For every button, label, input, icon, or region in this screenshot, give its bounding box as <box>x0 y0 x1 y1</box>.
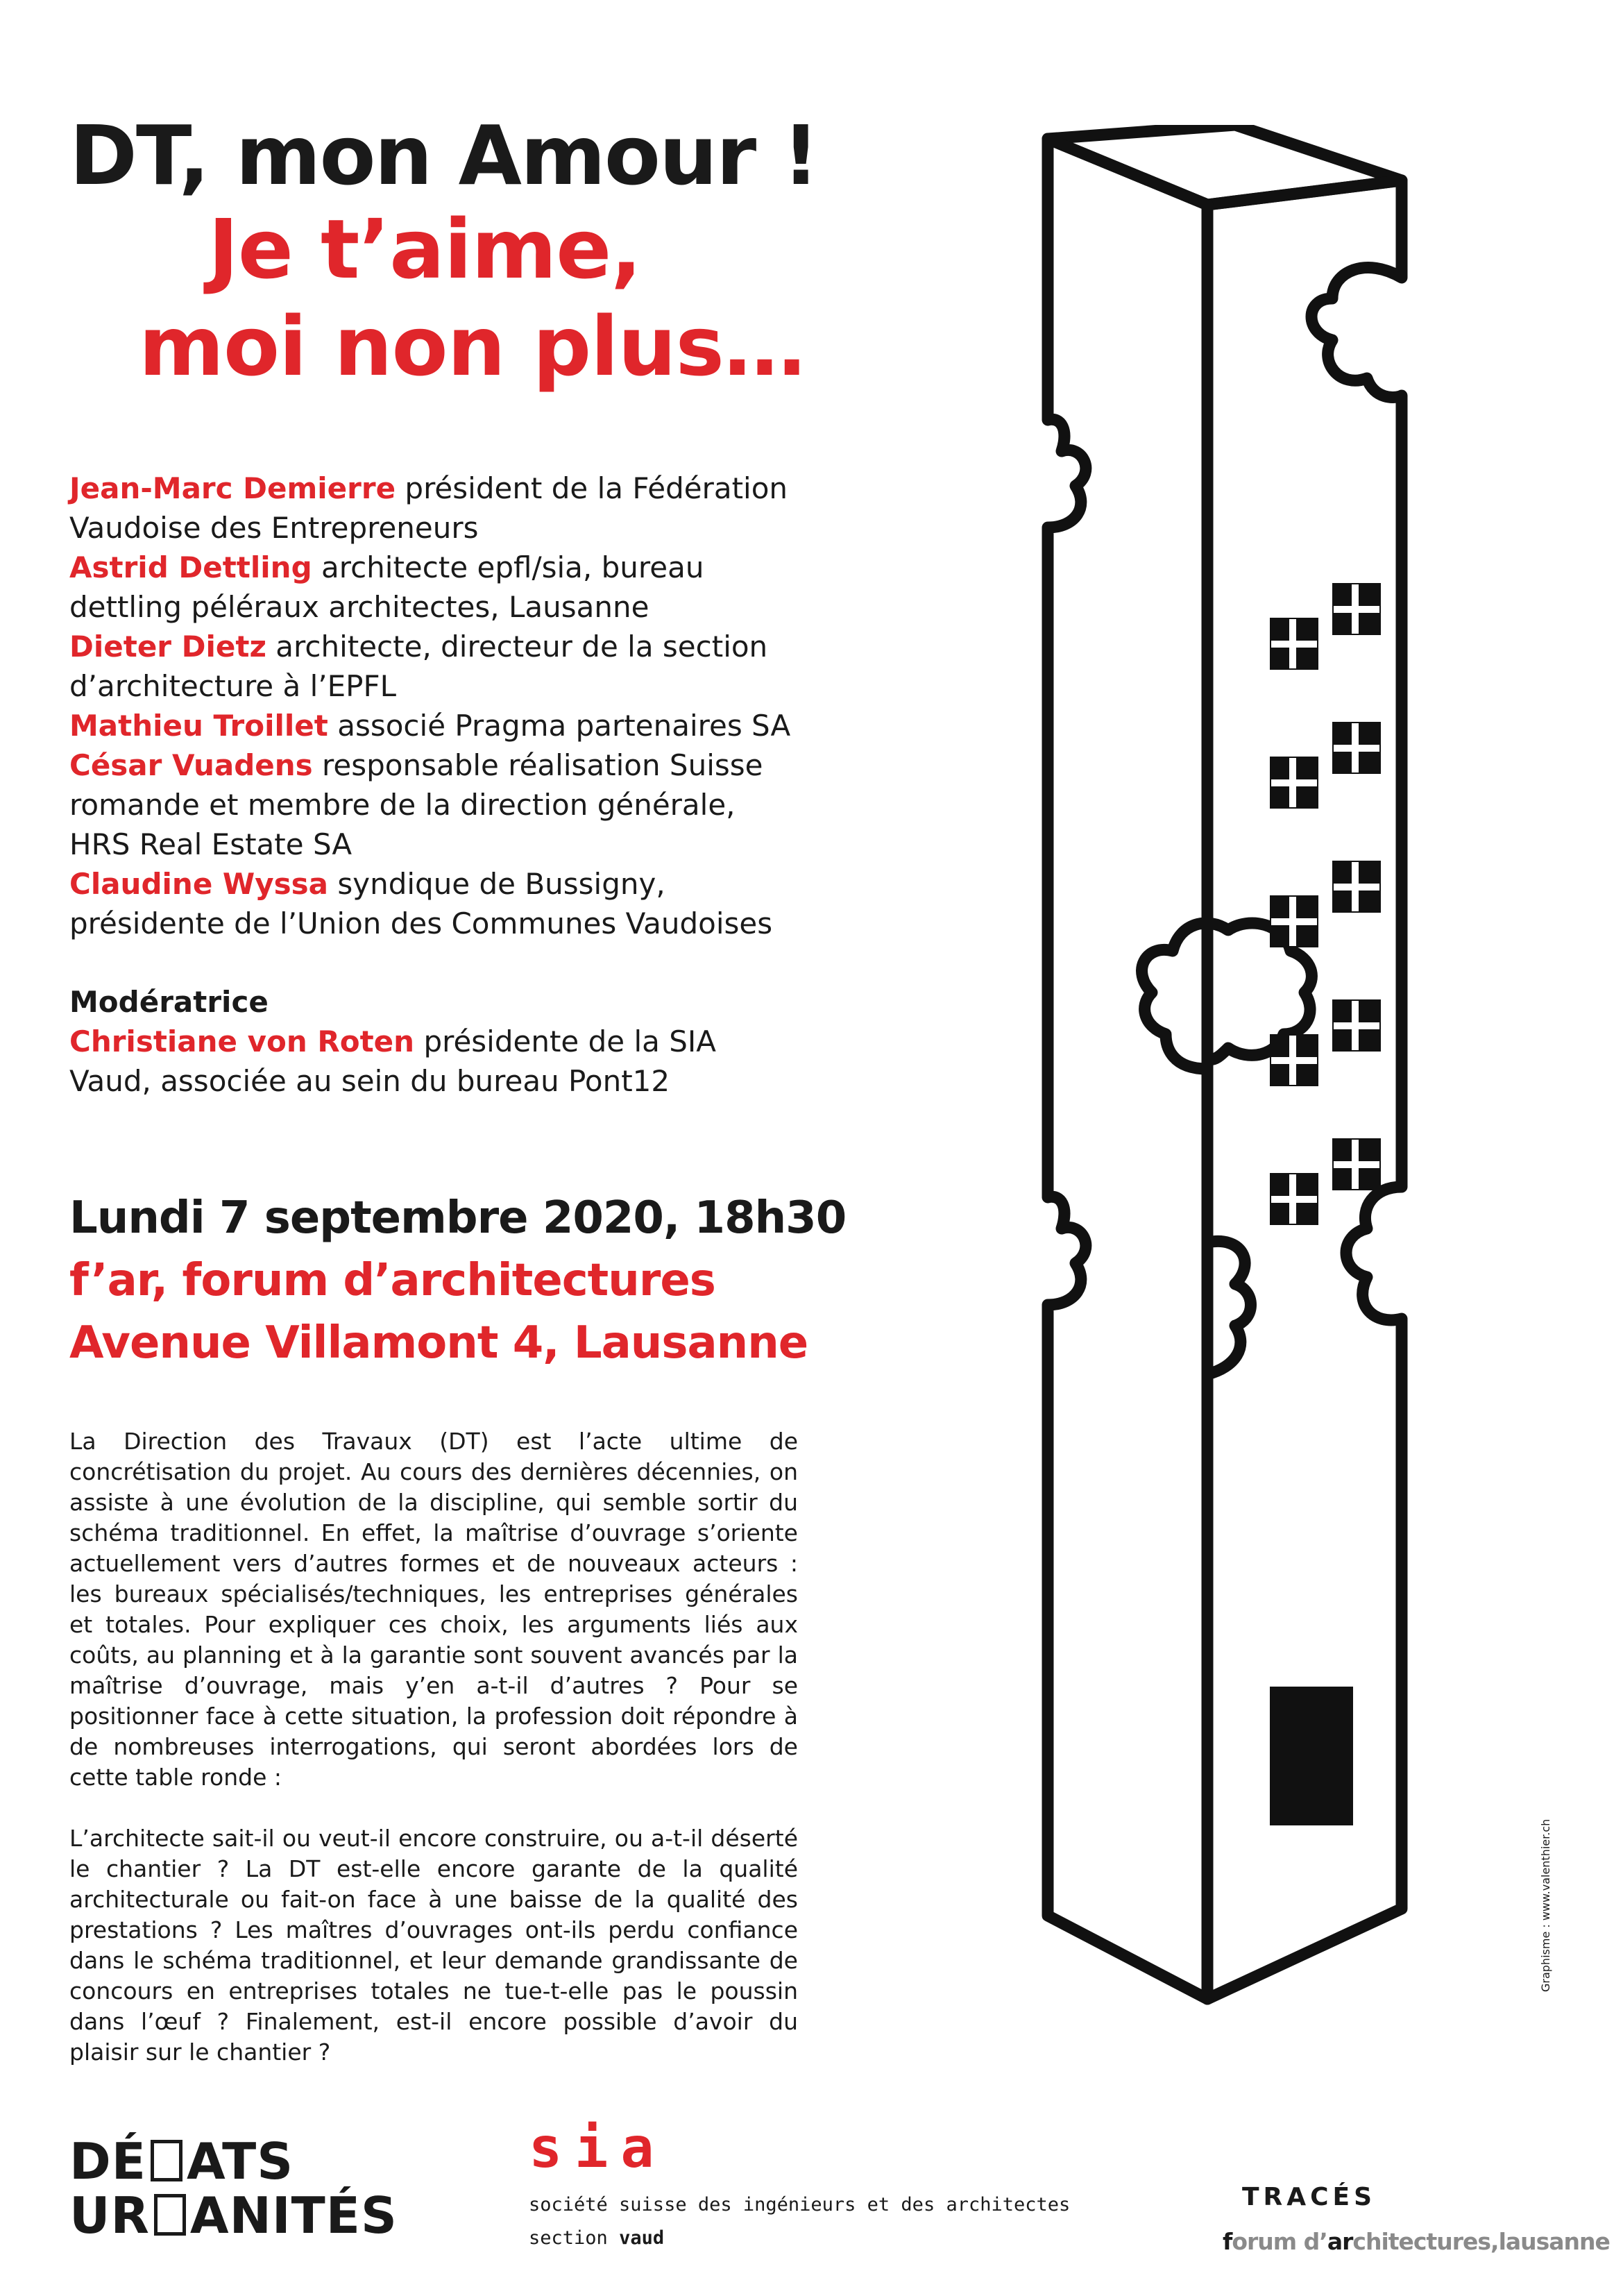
door <box>1270 1687 1353 1825</box>
window <box>1332 722 1381 774</box>
window <box>1332 583 1381 635</box>
window <box>1270 1173 1318 1225</box>
logo-b-box <box>151 2140 182 2181</box>
event-info <box>69 1187 846 1374</box>
speaker <box>69 548 805 627</box>
speaker-role: responsable réalisation Suisse romande et membre de la direction générale, HRS Real Estate SA <box>69 748 763 861</box>
title-line-2: Je t’aime, <box>208 201 642 297</box>
event-date: Lundi 7 septembre 2020, 18h30 <box>69 1192 847 1244</box>
speaker-name: Jean-Marc Demierre <box>69 471 396 505</box>
speaker-role: président de la Fédération Vaudoise des Entrepreneurs <box>69 471 788 545</box>
moderation-block <box>69 982 805 1101</box>
logo-b-box <box>154 2194 186 2236</box>
speaker-role: architecte epfl/sia, bureau dettling péléraux architectes, Lausanne <box>69 550 704 624</box>
title-line-1: DT, mon Amour ! <box>69 108 819 203</box>
window <box>1270 1034 1318 1086</box>
moderator-name: Christiane von Roten <box>69 1024 415 1058</box>
debats-urbanites-logo <box>69 2134 398 2243</box>
speakers-list <box>69 469 805 943</box>
sia-section-label: section <box>529 2227 608 2249</box>
traces-logo: TRACÉS <box>1242 2183 1377 2211</box>
window <box>1332 999 1381 1052</box>
moderator-role: présidente de la SIA Vaud, associée au sein du bureau Pont12 <box>69 1024 716 1098</box>
speaker <box>69 706 805 745</box>
speaker-name: Claudine Wyssa <box>69 867 328 901</box>
window <box>1270 895 1318 947</box>
logo-text: UR <box>69 2186 150 2245</box>
window <box>1270 757 1318 809</box>
speaker <box>69 745 805 864</box>
event-venue: f’ar, forum d’architectures <box>69 1255 715 1306</box>
description-paragraph-2: L’architecte sait-il ou veut-il encore construire, ou a-t-il déserté le chantier ? La DT est-elle encore garante de la qualité architecturale ou fait-on face à une baisse de la qualité des prestations ? Les maîtres d’ouvrages ont-ils perdu confiance dans le schéma traditionnel, et leur demande grandissante de concours en entreprises totales ne tue-t-elle pas le poussin dans l’œuf ? Finalement, est-il encore possible d’avoir du plaisir sur le chantier ? <box>69 1825 798 2066</box>
speaker-name: César Vuadens <box>69 748 313 782</box>
far-logo-part: orum d’ <box>1232 2228 1327 2255</box>
moderation-label: Modératrice <box>69 985 269 1019</box>
window <box>1270 618 1318 670</box>
sia-logo <box>529 2116 1071 2255</box>
far-logo-part: f <box>1223 2228 1232 2255</box>
far-logo-part: ar <box>1327 2228 1353 2255</box>
event-address: Avenue Villamont 4, Lausanne <box>69 1317 808 1369</box>
logo-text: ANITÉS <box>189 2186 398 2245</box>
speaker-role: architecte, directeur de la section d’architecture à l’EPFL <box>69 630 768 703</box>
sia-wordmark: sia <box>529 2116 667 2180</box>
description-paragraph-1: La Direction des Travaux (DT) est l’acte ultime de concrétisation du projet. Au cours des dernières décennies, on assiste à une évolution de la discipline, qui semble sortir du schéma traditionnel. En effet, la maîtrise d’ouvrage s’oriente actuellement vers d’autres formes et de nouveaux acteurs : les bureaux spécialisés/techniques, les entreprises générales et totales. Pour expliquer ces choix, les arguments liés aux coûts, au planning et à la garantie sont souvent avancés par la maîtrise d’ouvrage, mais y’en a-t-il d’autres ? Pour se positionner face à cette situation, la profession doit répondre à de nombreuses interrogations, qui seront abordées lors de cette table ronde : <box>69 1428 798 1791</box>
sia-section-name: vaud <box>619 2227 665 2249</box>
description <box>69 1426 798 2098</box>
speaker-name: Dieter Dietz <box>69 630 266 664</box>
logo-text: DÉ <box>69 2132 146 2191</box>
speaker-name: Astrid Dettling <box>69 550 312 584</box>
speaker-role: associé Pragma partenaires SA <box>337 709 791 743</box>
speaker <box>69 627 805 706</box>
speaker-name: Mathieu Troillet <box>69 709 328 743</box>
graphic-credit: Graphisme : www.valenthier.ch <box>1539 1818 1552 1992</box>
window <box>1332 861 1381 913</box>
far-logo <box>1223 2228 1610 2255</box>
far-logo-part: chitectures,lausanne <box>1352 2228 1610 2255</box>
tower-illustration <box>944 125 1582 2117</box>
window <box>1332 1138 1381 1190</box>
logo-text: ATS <box>186 2132 294 2191</box>
speaker <box>69 864 805 943</box>
sia-tagline: société suisse des ingénieurs et des architectes <box>529 2194 1071 2215</box>
speaker-role: syndique de Bussigny, présidente de l’Union des Communes Vaudoises <box>69 867 773 940</box>
speaker <box>69 469 805 548</box>
title-line-3: moi non plus… <box>139 298 805 394</box>
